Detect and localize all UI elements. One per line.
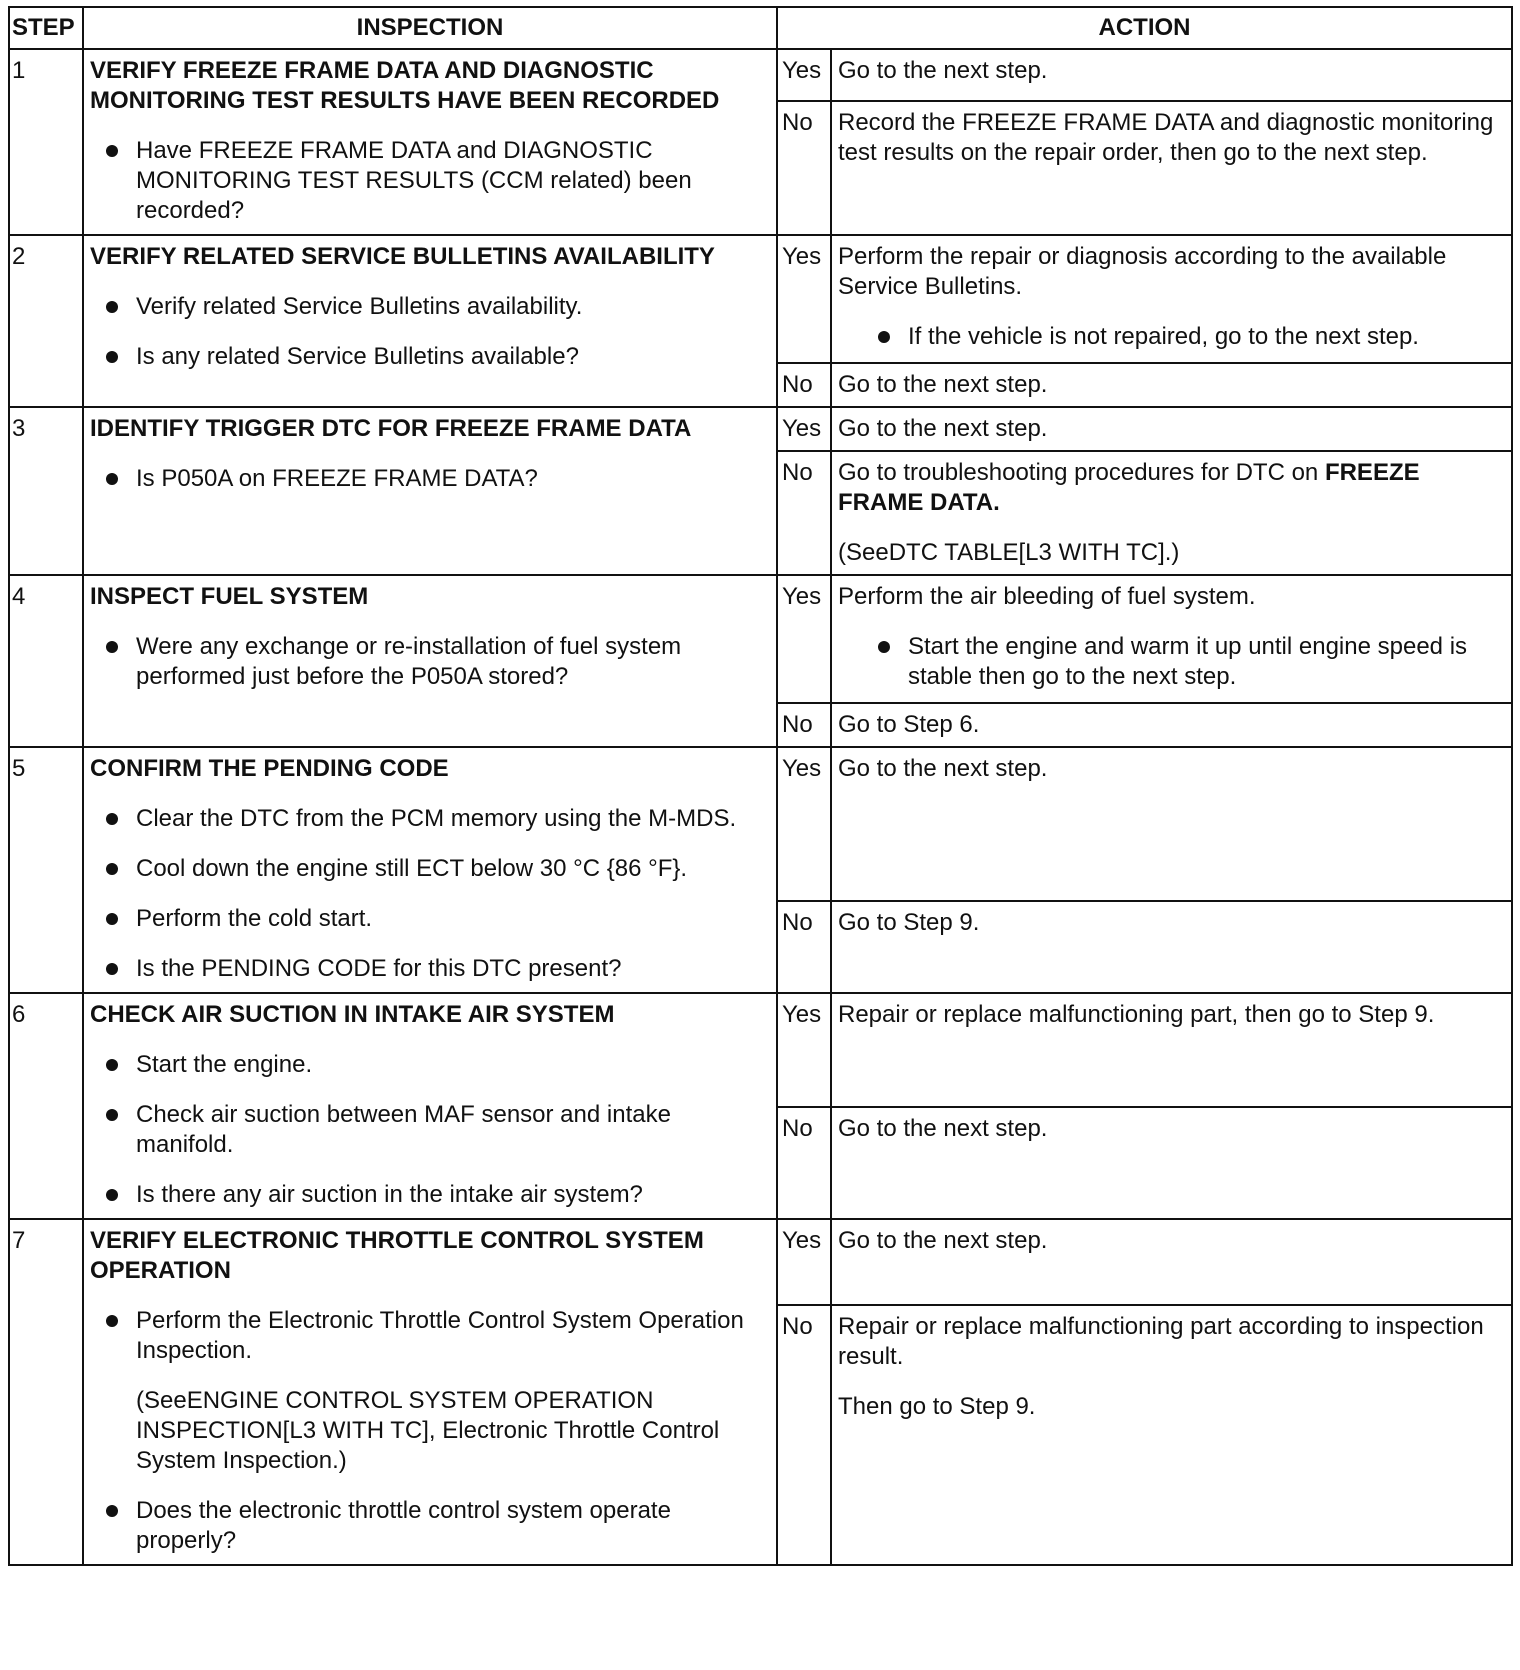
inspection-bullets	[90, 464, 770, 494]
inspection-bullet	[136, 1306, 770, 1476]
yes-label: Yes	[777, 747, 831, 901]
inspection-bullets	[90, 1050, 770, 1210]
step-title: VERIFY FREEZE FRAME DATA AND DIAGNOSTIC MONITORING TEST RESULTS HAVE BEEN RECORDED	[90, 57, 720, 114]
step-inspection	[83, 407, 777, 575]
yes-action	[831, 235, 1512, 363]
no-action-text-plain: Go to troubleshooting procedures for DTC on	[838, 459, 1325, 486]
yes-label: Yes	[777, 407, 831, 451]
yes-action: Repair or replace malfunctioning part, then go to Step 9.	[831, 993, 1512, 1107]
no-label: No	[777, 451, 831, 575]
step-inspection	[83, 49, 777, 235]
yes-action: Go to the next step.	[831, 49, 1512, 101]
yes-action	[831, 575, 1512, 703]
inspection-bullet: Does the electronic throttle control system operate properly?	[136, 1496, 770, 1556]
no-action-text: Repair or replace malfunctioning part according to inspection result.	[838, 1313, 1484, 1370]
step-number: 4	[9, 575, 83, 747]
step-title: CONFIRM THE PENDING CODE	[90, 755, 449, 782]
reference-link[interactable]: (SeeENGINE CONTROL SYSTEM OPERATION INSPECTION[L3 WITH TC], Electronic Throttle Control System Inspection.)	[136, 1387, 720, 1474]
yes-label: Yes	[777, 235, 831, 363]
inspection-bullet: Have FREEZE FRAME DATA and DIAGNOSTIC MONITORING TEST RESULTS (CCM related) been recorded?	[136, 136, 770, 226]
no-action: Record the FREEZE FRAME DATA and diagnostic monitoring test results on the repair order, then go to the next step.	[831, 101, 1512, 235]
inspection-bullet: Perform the cold start.	[136, 904, 770, 934]
step-title: IDENTIFY TRIGGER DTC FOR FREEZE FRAME DATA	[90, 415, 692, 442]
no-label: No	[777, 1107, 831, 1219]
no-action-text	[838, 458, 1505, 518]
reference-link[interactable]: (SeeDTC TABLE[L3 WITH TC].)	[838, 539, 1180, 566]
no-action-note: Then go to Step 9.	[838, 1393, 1036, 1420]
no-label: No	[777, 901, 831, 993]
step-number: 6	[9, 993, 83, 1219]
no-label: No	[777, 703, 831, 747]
header-row	[9, 7, 1512, 49]
inspection-bullets	[90, 136, 770, 226]
yes-action-text: Perform the air bleeding of fuel system.	[838, 583, 1256, 610]
step-inspection	[83, 993, 777, 1219]
yes-label: Yes	[777, 49, 831, 101]
header-action: ACTION	[777, 7, 1512, 49]
step-3-yes-row	[9, 407, 1512, 451]
step-number: 5	[9, 747, 83, 993]
step-7-yes-row	[9, 1219, 1512, 1305]
step-number: 2	[9, 235, 83, 407]
diagnostic-procedure-sheet	[8, 6, 1511, 1566]
yes-label: Yes	[777, 575, 831, 703]
yes-action: Go to the next step.	[831, 407, 1512, 451]
inspection-bullets	[90, 1306, 770, 1556]
inspection-bullet: Is any related Service Bulletins available?	[136, 342, 770, 372]
action-bullet: Start the engine and warm it up until engine speed is stable then go to the next step.	[908, 632, 1505, 692]
inspection-bullets	[90, 292, 770, 372]
yes-action-text: Perform the repair or diagnosis according to the available Service Bulletins.	[838, 243, 1447, 300]
inspection-bullets	[90, 804, 770, 984]
action-bullet: If the vehicle is not repaired, go to the next step.	[908, 322, 1505, 352]
inspection-bullet: Were any exchange or re-installation of fuel system performed just before the P050A stored?	[136, 632, 770, 692]
step-inspection	[83, 575, 777, 747]
inspection-bullet: Is there any air suction in the intake air system?	[136, 1180, 770, 1210]
step-inspection	[83, 747, 777, 993]
header-inspection: INSPECTION	[83, 7, 777, 49]
inspection-bullet: Is the PENDING CODE for this DTC present?	[136, 954, 770, 984]
inspection-bullet: Check air suction between MAF sensor and intake manifold.	[136, 1100, 770, 1160]
step-title: INSPECT FUEL SYSTEM	[90, 583, 369, 610]
inspection-bullet-text: Perform the Electronic Throttle Control System Operation Inspection.	[136, 1307, 744, 1364]
no-action	[831, 451, 1512, 575]
yes-action: Go to the next step.	[831, 747, 1512, 901]
step-number: 1	[9, 49, 83, 235]
no-label: No	[777, 101, 831, 235]
yes-label: Yes	[777, 1219, 831, 1305]
step-4-yes-row	[9, 575, 1512, 703]
no-action: Go to Step 6.	[831, 703, 1512, 747]
inspection-bullet: Is P050A on FREEZE FRAME DATA?	[136, 464, 770, 494]
step-number: 3	[9, 407, 83, 575]
no-action: Go to the next step.	[831, 363, 1512, 407]
no-action-text-bold: FREEZE FRAME DATA.	[838, 459, 1420, 516]
inspection-bullet: Cool down the engine still ECT below 30 °C {86 °F}.	[136, 854, 770, 884]
step-6-yes-row	[9, 993, 1512, 1107]
step-2-yes-row	[9, 235, 1512, 363]
header-step: STEP	[9, 7, 83, 49]
no-action: Go to Step 9.	[831, 901, 1512, 993]
no-label: No	[777, 363, 831, 407]
step-title: VERIFY ELECTRONIC THROTTLE CONTROL SYSTEM OPERATION	[90, 1227, 704, 1284]
inspection-bullet: Verify related Service Bulletins availability.	[136, 292, 770, 322]
inspection-bullet: Start the engine.	[136, 1050, 770, 1080]
yes-label: Yes	[777, 993, 831, 1107]
step-title: CHECK AIR SUCTION IN INTAKE AIR SYSTEM	[90, 1001, 615, 1028]
step-1-yes-row	[9, 49, 1512, 101]
step-inspection	[83, 1219, 777, 1565]
no-action: Go to the next step.	[831, 1107, 1512, 1219]
no-action	[831, 1305, 1512, 1565]
step-5-yes-row	[9, 747, 1512, 901]
diagnostic-table	[8, 6, 1513, 1566]
step-title: VERIFY RELATED SERVICE BULLETINS AVAILABILITY	[90, 243, 715, 270]
step-inspection	[83, 235, 777, 407]
action-bullets	[838, 322, 1505, 352]
inspection-bullets	[90, 632, 770, 692]
yes-action: Go to the next step.	[831, 1219, 1512, 1305]
inspection-bullet: Clear the DTC from the PCM memory using the M-MDS.	[136, 804, 770, 834]
step-number: 7	[9, 1219, 83, 1565]
action-bullets	[838, 632, 1505, 692]
no-label: No	[777, 1305, 831, 1565]
